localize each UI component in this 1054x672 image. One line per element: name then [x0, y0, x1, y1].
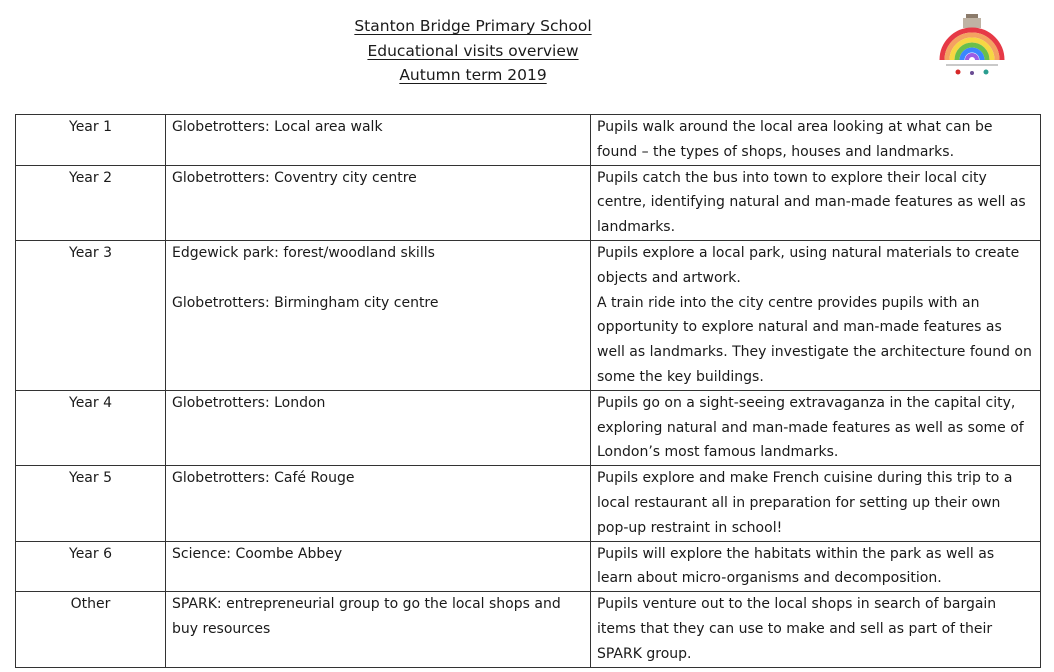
trip-cell [166, 115, 591, 166]
trip-description: Pupils venture out to the local shops in search of bargain items that they can use to make and sell as part of their SPARK group. [597, 596, 997, 662]
table-row [16, 115, 1041, 166]
trip-name: Globetrotters: London [172, 394, 326, 411]
year-cell: Year 3 [16, 240, 166, 390]
trip-description: Pupils walk around the local area looking at what can be found – the types of shops, houses and landmarks. [597, 119, 993, 160]
visits-table [15, 114, 1041, 668]
trip-cell [166, 592, 591, 667]
year-cell: Year 4 [16, 390, 166, 465]
year-cell: Year 2 [16, 165, 166, 240]
trip-name: Science: Coombe Abbey [172, 545, 343, 562]
trip-cell [166, 165, 591, 240]
table-row [16, 592, 1041, 667]
trip-name: Globetrotters: Local area walk [172, 119, 383, 135]
trip-cell [166, 541, 591, 592]
table-row [16, 165, 1041, 240]
description-cell [591, 541, 1041, 592]
document-subtitle: Educational visits overview [367, 41, 579, 60]
trip-cell [166, 466, 591, 541]
trip-description: Pupils go on a sight-seeing extravaganza in the capital city, exploring natural and man-made features as well as some of London’s most famous landmarks. [597, 394, 1024, 461]
year-cell: Year 5 [16, 466, 166, 541]
trip-description: Pupils explore and make French cuisine during this trip to a local restaurant all in preparation for setting up their own pop-up restraint in school! [597, 470, 1013, 536]
description-cell [591, 240, 1041, 390]
table-row [16, 466, 1041, 541]
trip-name: Globetrotters: Birmingham city centre [172, 294, 439, 311]
year-cell: Year 1 [16, 115, 166, 166]
table-row [16, 541, 1041, 592]
trip-description: Pupils will explore the habitats within the park as well as learn about micro-organisms and decomposition. [597, 545, 995, 587]
trip-description: A train ride into the city centre provides pupils with an opportunity to explore natural and man-made features as well as landmarks. They investigate the architecture found on some the key buildings. [597, 294, 1032, 385]
trip-name: Edgewick park: forest/woodland skills [172, 244, 435, 261]
description-cell [591, 115, 1041, 166]
trip-description: Pupils explore a local park, using natural materials to create objects and artwork. [597, 244, 1020, 286]
trip-cell [166, 390, 591, 465]
description-cell [591, 466, 1041, 541]
trip-cell [166, 240, 591, 390]
document-header [0, 14, 946, 88]
spacer [172, 266, 584, 291]
year-cell: Other [16, 592, 166, 667]
trip-name: Globetrotters: Coventry city centre [172, 169, 417, 186]
year-cell: Year 6 [16, 541, 166, 592]
trip-name: SPARK: entrepreneurial group to go the local shops and buy resources [172, 596, 561, 637]
description-cell [591, 165, 1041, 240]
description-cell [591, 390, 1041, 465]
table-row [16, 240, 1041, 390]
description-cell [591, 592, 1041, 667]
trip-name: Globetrotters: Café Rouge [172, 470, 355, 487]
term-label: Autumn term 2019 [399, 66, 547, 84]
trip-description: Pupils catch the bus into town to explore their local city centre, identifying natural and man-made features as well as landmarks. [597, 169, 1026, 236]
table-row [16, 390, 1041, 465]
school-logo [936, 14, 1008, 78]
school-name: Stanton Bridge Primary School [354, 17, 592, 35]
